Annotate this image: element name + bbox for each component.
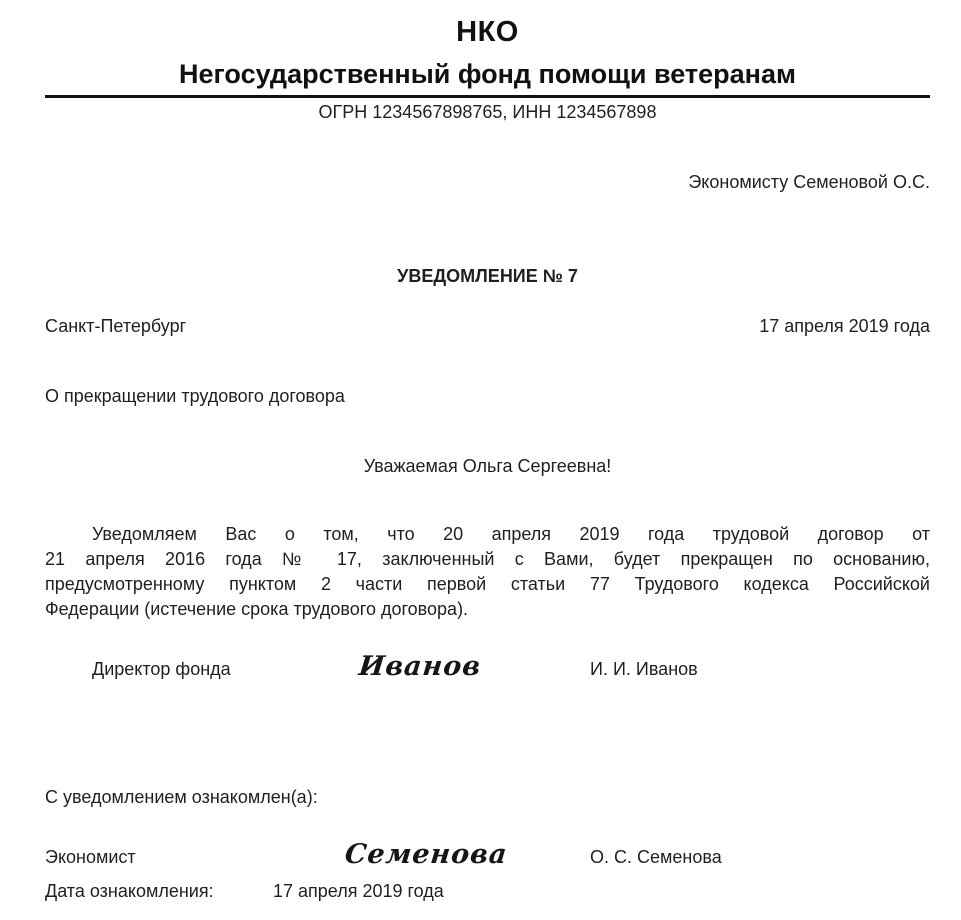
- body-line: предусмотренному пунктом 2 части первой статьи 77 Трудового кодекса Российской: [45, 574, 930, 594]
- economist-signature-row: [45, 838, 930, 874]
- economist-handwritten-signature: Семенова: [343, 839, 510, 870]
- economist-position: Экономист: [45, 847, 136, 867]
- economist-name: О. С. Семенова: [590, 847, 722, 867]
- acknowledgement-label: С уведомлением ознакомлен(а):: [45, 787, 318, 807]
- addressee: Экономисту Семеновой О.С.: [688, 172, 930, 192]
- letterhead: [45, 16, 930, 123]
- director-signature-row: [45, 650, 930, 686]
- org-requisites: ОГРН 1234567898765, ИНН 1234567898: [318, 102, 657, 122]
- city-date-row: [45, 315, 930, 337]
- body-line: Уведомляем Вас о том, что 20 апреля 2019 года трудовой договор от: [92, 524, 930, 544]
- org-full-name: Негосударственный фонд помощи ветеранам: [179, 59, 796, 89]
- director-handwritten-signature: Иванов: [357, 651, 483, 682]
- salutation: Уважаемая Ольга Сергеевна!: [363, 456, 612, 476]
- body-line: Федерации (истечение срока трудового договора).: [45, 599, 469, 619]
- acknowledgement-date-label: Дата ознакомления:: [45, 881, 214, 901]
- director-position: Директор фонда: [92, 659, 231, 679]
- org-short-name: НКО: [456, 16, 519, 48]
- acknowledgement-date: 17 апреля 2019 года: [273, 881, 444, 901]
- body-paragraph: [45, 522, 930, 622]
- document-date: 17 апреля 2019 года: [759, 316, 930, 336]
- body-line: 21 апреля 2016 года № 17, заключенный с Вами, будет прекращен по основанию,: [45, 549, 930, 569]
- letterhead-rule: [45, 95, 930, 98]
- document-title: УВЕДОМЛЕНИЕ № 7: [397, 266, 578, 286]
- acknowledgement-date-row: [45, 880, 930, 902]
- city: Санкт-Петербург: [45, 316, 187, 336]
- subject-line: О прекращении трудового договора: [45, 386, 345, 406]
- director-name: И. И. Иванов: [590, 659, 698, 679]
